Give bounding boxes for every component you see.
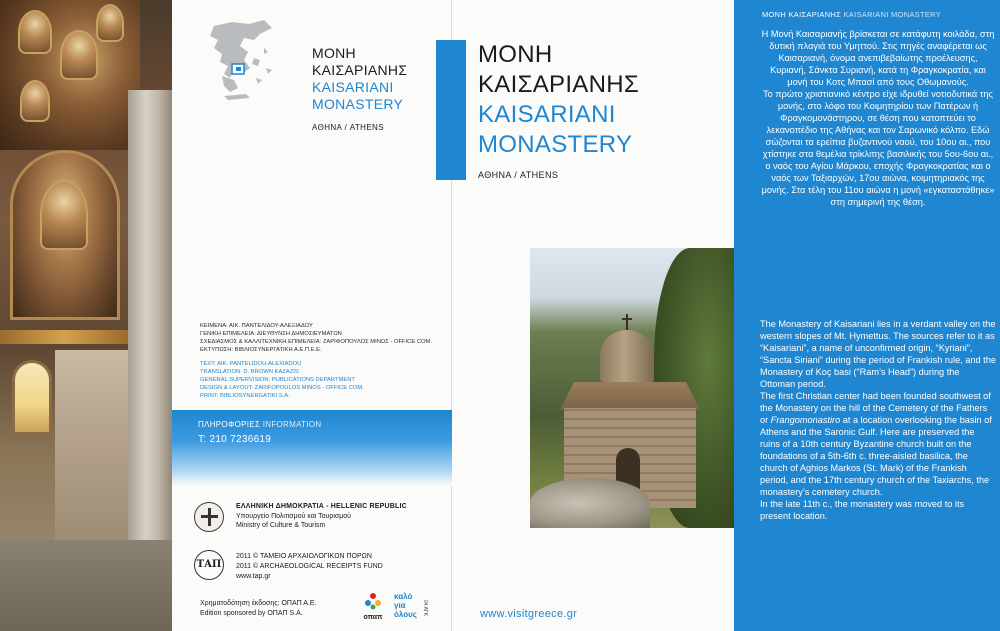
- fresco-iconostasis-rail: [0, 330, 128, 344]
- tap-copyright-greek: 2011 © ΤΑΜΕΙΟ ΑΡΧΑΙΟΛΟΓΙΚΩΝ ΠΟΡΩΝ: [236, 553, 372, 560]
- cover-title-english-line-1: KAISARIANI: [478, 101, 616, 128]
- opap-word: οπαπ: [363, 614, 383, 621]
- colophon-panel: [172, 0, 452, 631]
- cover-panel: [452, 0, 734, 631]
- fresco-floor: [0, 540, 172, 631]
- english-paragraph-italic: Frangomonastiro: [770, 415, 841, 425]
- ministry-greek: Υπουργείο Πολιτισμού και Τουρισμού: [236, 513, 352, 520]
- fresco-christ-figure: [40, 180, 88, 250]
- cover-title-english-line-2: MONASTERY: [478, 131, 633, 158]
- photo-church-dome: [600, 330, 654, 382]
- monastery-church-photo: [530, 248, 734, 528]
- english-paragraph: The Monastery of Kaisariani lies in a verdant valley on the western slopes of Mt. Hymettus. The sources refer to it as “Kaisariani”, a name of unconfirmed origin, “Kyriani”, “Sancta Siriani” during the period of Frankish rule, and the Monastery of Koç basi (“Ram’s Head”) during the Ottoman period.: [760, 319, 996, 389]
- credit-line-greek: ΕΚΤΥΠΩΣΗ: ΒΙΒΛΙΟΣΥΝΕΡΓΑΤΙΚΗ Α.Ε.Π.Ε.Ε.: [200, 347, 322, 353]
- ministry-block: [236, 503, 407, 529]
- description-header-greek: ΜΟΝΗ ΚΑΙΣΑΡΙΑΝΗΣ: [762, 10, 842, 19]
- title-english-line-1: KAISARIANI: [312, 79, 394, 95]
- title-english-line-2: MONASTERY: [312, 96, 404, 112]
- opap-logo: [358, 592, 388, 626]
- sponsor-greek: Χρηματοδότηση έκδοσης: ΟΠΑΠ Α.Ε.: [200, 600, 317, 607]
- credit-line-greek: ΣΧΕΔΙΑΣΜΟΣ & ΚΑΛΛΙΤΕΧΝΙΚΗ ΕΠΙΜΕΛΕΙΑ: ΖΑΡΙΦΟΠΟΥΛΟΣ ΜΙΝΩΣ - OFFICE COM.: [200, 339, 432, 345]
- english-description: [760, 318, 996, 522]
- city-label: ΑΘΗΝΑ / ATHENS: [312, 123, 384, 132]
- information-band: [172, 410, 452, 486]
- photo-rocks: [530, 478, 650, 528]
- fresco-wall: [55, 350, 128, 540]
- ministry-english: Ministry of Culture & Tourism: [236, 522, 326, 529]
- hellenic-republic-emblem-icon: [194, 502, 224, 532]
- title-greek-line-1: ΜΟΝΗ: [312, 45, 356, 61]
- credit-line-english: GENERAL SUPERVISION: PUBLICATIONS DEPARTMENT: [200, 377, 355, 383]
- sponsor-block: [200, 599, 317, 619]
- cover-title-greek-line-1: ΜΟΝΗ: [478, 41, 553, 68]
- credit-line-english: PRINT: BIBLIOSYNERGATIKI S.A.: [200, 393, 290, 399]
- kalo-line: καλό: [394, 592, 413, 601]
- credit-line-english: TRANSLATION: D. BROWN KAZAZIS: [200, 369, 299, 375]
- information-label-english: INFORMATION: [262, 420, 322, 429]
- tap-website: www.tap.gr: [236, 573, 271, 580]
- tap-copyright-english: 2011 © ARCHAEOLOGICAL RECEIPTS FUND: [236, 563, 383, 570]
- kalo-line: για: [394, 601, 406, 610]
- fresco-photo: [0, 0, 172, 631]
- credit-line-greek: ΚΕΙΜΕΝΑ: ΑΙΚ. ΠΑΝΤΕΛΙΔΟΥ-ΑΛΕΞΙΑΔΟΥ: [200, 323, 313, 329]
- english-paragraph: In the late 11th c., the monastery was moved to its present location.: [760, 499, 965, 521]
- cover-title: [478, 40, 639, 180]
- description-header: [762, 10, 941, 19]
- english-paragraph: [760, 390, 996, 498]
- kalo-gia-olous-logo: [394, 592, 417, 619]
- tap-copyright-block: [236, 552, 383, 582]
- credit-line-english: TEXT: AIK. PANTELIDOU-ALEXIADOU: [200, 361, 302, 367]
- description-header-english: KAISARIANI MONASTERY: [843, 10, 942, 19]
- fresco-saint-figure: [60, 30, 98, 80]
- fresco-saint-figure: [18, 10, 52, 54]
- english-paragraph-part: The first Christian center had been founded southwest of the Monastery on the hill of the Cemetery of the Fathers or: [760, 391, 991, 425]
- english-paragraph-part: at a location overlooking the basin of Athens and the Saronic Gulf. Here are preserved the ruins of a 10th century Byzantine church built on the foundations of a 5th-6th c. three-aisled basilica, the church of Aghios Markos (St. Mark) of the Frankish period, and the 17th century church of the Taxiarchs, the monastery’s cemetery church.: [760, 415, 992, 497]
- photo-church-roof: [560, 382, 700, 410]
- tap-logo-icon: ΤΑΠ: [194, 550, 224, 580]
- sponsor-english: Edition sponsored by ΟΠΑΠ S.A.: [200, 610, 303, 617]
- credit-line-english: DESIGN & LAYOUT: ZARIFOPOULOS MINOS - OFFICE COM.: [200, 385, 364, 391]
- fresco-window: [12, 360, 52, 435]
- title-greek-line-2: ΚΑΙΣΑΡΙΑΝΗΣ: [312, 62, 408, 78]
- description-panel: [734, 0, 1000, 631]
- fresco-saint-figure: [20, 80, 50, 122]
- kalo-line: όλους: [394, 610, 417, 619]
- fresco-saint-figure: [96, 4, 124, 42]
- cover-accent-bar: [436, 40, 466, 180]
- greek-paragraph: Το πρώτο χριστιανικό κέντρο είχε ιδρυθεί νοτιοδυτικά της μονής, στο λόφο του Κοιμητηρίου των Πατέρων ή Φραγκομονάστηρου, σε θέση που κατοπτεύει το λεκανοπέδιο της Αθήνας και τον Σαρωνικό κόλπο. Εδώ σώζονται τα ερείπια βυζαντινού ναού, του 10ου αι., που χτίστηκε στα θεμέλια τρίκλιτης βασιλικής του 5ου-6ου αι., ο ναός του Αγίου Μάρκου, εποχής Φραγκοκρατίας και ο ναός των Ταξιαρχών, 17ου αιώνα, κοιμητηριακός της μονής. Στα τέλη του 11ου αιώνα η μονή «εγκαταστάθηκε» στη σημερινή της θέση.: [761, 89, 995, 207]
- information-label-greek: ΠΛΗΡΟΦΟΡΙΕΣ: [198, 420, 261, 429]
- opap-dots-icon: [364, 592, 382, 610]
- information-label: [198, 420, 321, 429]
- information-phone: T: 210 7236619: [198, 434, 272, 445]
- greek-paragraph: Η Μονή Καισαριανής βρίσκεται σε κατάφυτη κοιλάδα, στη δυτική πλαγιά του Υμηττού. Στις πηγές αναφέρεται ως Καισαριανή, όνομα ανεπιβεβαίωτης προέλευσης, Κυριανή, Σάνκτα Συριανή, κατά τη Φραγκοκρατία, και μονή του Κοτς Μπασί από τους Οθωμανούς.: [761, 29, 995, 87]
- greek-description: [760, 28, 996, 208]
- republic-line: ΕΛΛΗΝΙΚΗ ΔΗΜΟΚΡΑΤΙΑ - HELLENIC REPUBLIC: [236, 503, 407, 510]
- greece-map-icon: [194, 18, 284, 103]
- credits-block: [200, 322, 440, 400]
- print-code: 04 ΑΓΚ: [422, 600, 428, 617]
- cover-title-greek-line-2: ΚΑΙΣΑΡΙΑΝΗΣ: [478, 71, 640, 98]
- cover-city-label: ΑΘΗΝΑ / ATHENS: [478, 170, 559, 180]
- visit-greece-link[interactable]: www.visitgreece.gr: [480, 608, 578, 620]
- credit-line-greek: ΓΕΝΙΚΗ ΕΠΙΜΕΛΕΙΑ: ΔΙΕΥΘΥΝΣΗ ΔΗΜΟΣΙΕΥΜΑΤΩΝ: [200, 331, 342, 337]
- colophon-title: [312, 45, 407, 132]
